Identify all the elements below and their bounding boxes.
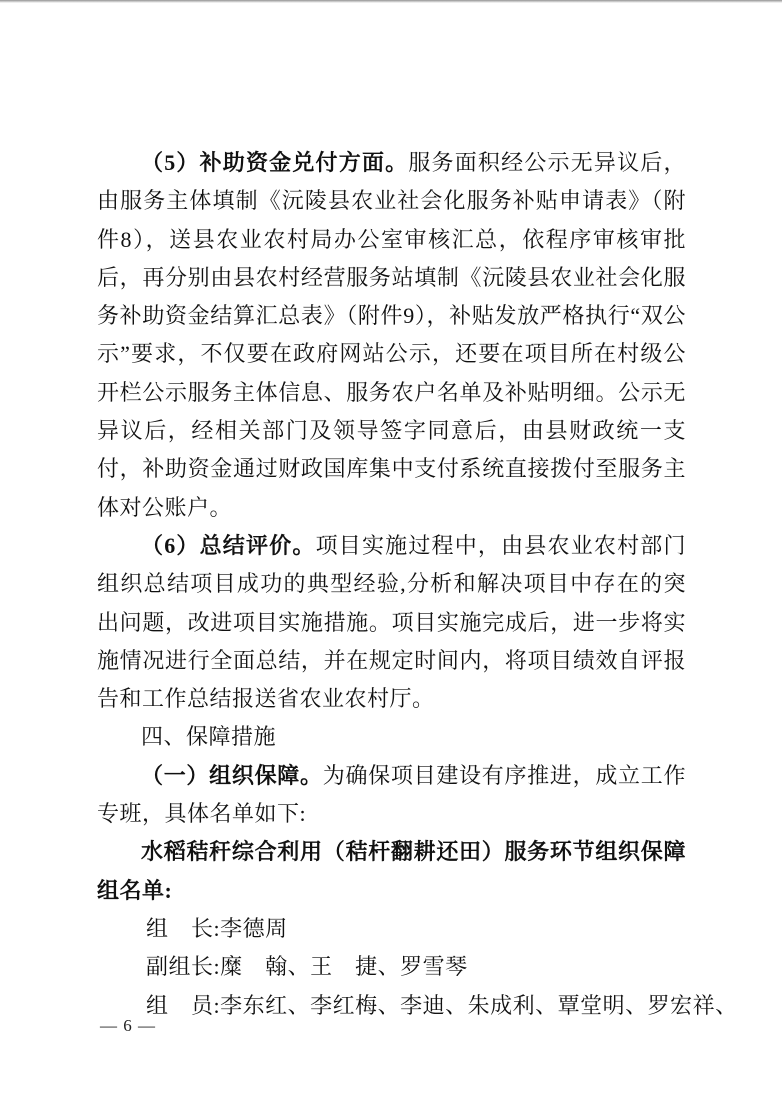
roster-list (97, 910, 738, 1025)
roster-role-deputy-leaders: 副组长: (146, 954, 221, 980)
roster-row-leader (97, 910, 686, 948)
paragraph-organizational-guarantee (97, 757, 686, 834)
page-number: — 6 — (100, 1016, 156, 1035)
paragraph-organizational-guarantee-body: 为确保项目建设有序推进，成立工作专班，具体名单如下: (97, 762, 686, 827)
group-title-straw-utilization: 水稻秸秆综合利用（秸杆翻耕还田）服务环节组织保障组名单: (97, 839, 686, 903)
paragraph-subsidy-payment (97, 144, 686, 527)
paragraph-organizational-guarantee-lead: （一）组织保障。 (141, 762, 323, 788)
roster-role-members: 组 员: (146, 992, 221, 1018)
paragraph-summary-evaluation (97, 527, 686, 718)
roster-row-members (97, 987, 738, 1025)
roster-row-deputy-leaders (97, 948, 686, 986)
roster-names-leader: 李德周 (220, 915, 288, 941)
section-heading-safeguard-measures: 四、保障措施 (141, 724, 277, 750)
paragraph-subsidy-payment-lead: （5）补助资金兑付方面。 (141, 150, 409, 175)
roster-names-deputy-leaders: 糜 翰、王 捷、罗雪琴 (220, 954, 468, 980)
roster-names-members: 李东红、李红梅、李迪、朱成利、覃堂明、罗宏祥、 (220, 992, 738, 1018)
page-content (97, 144, 738, 1025)
roster-role-leader: 组 长: (146, 915, 221, 941)
paragraph-summary-evaluation-lead: （6）总结评价。 (141, 532, 316, 558)
paragraph-subsidy-payment-body: 服务面积经公示无异议后，由服务主体填制《沅陵县农业社会化服务补贴申请表》（附件8），送县农业农村局办公室审核汇总，依程序审核审批后，再分别由县农村经营服务站填制《沅陵县农业社会化服务补助资金结算汇总表》（附件9），补贴发放严格执行“双公示”要求，不仅要在政府网站公示，还要在项目所在村级公开栏公示服务主体信息、服务农户名单及补贴明细。公示无异议后，经相关部门及领导签字同意后，由县财政统一支付，补助资金通过财政国库集中支付系统直接拨付至服务主体对公账户。 (97, 150, 686, 520)
scan-edge-shadow (0, 0, 782, 3)
paragraph-summary-evaluation-body: 项目实施过程中，由县农业农村部门组织总结项目成功的典型经验,分析和解决项目中存在的突出问题，改进项目实施措施。项目实施完成后，进一步将实施情况进行全面总结，并在规定时间内，将项目绩效自评报告和工作总结报送省农业农村厅。 (97, 532, 686, 712)
